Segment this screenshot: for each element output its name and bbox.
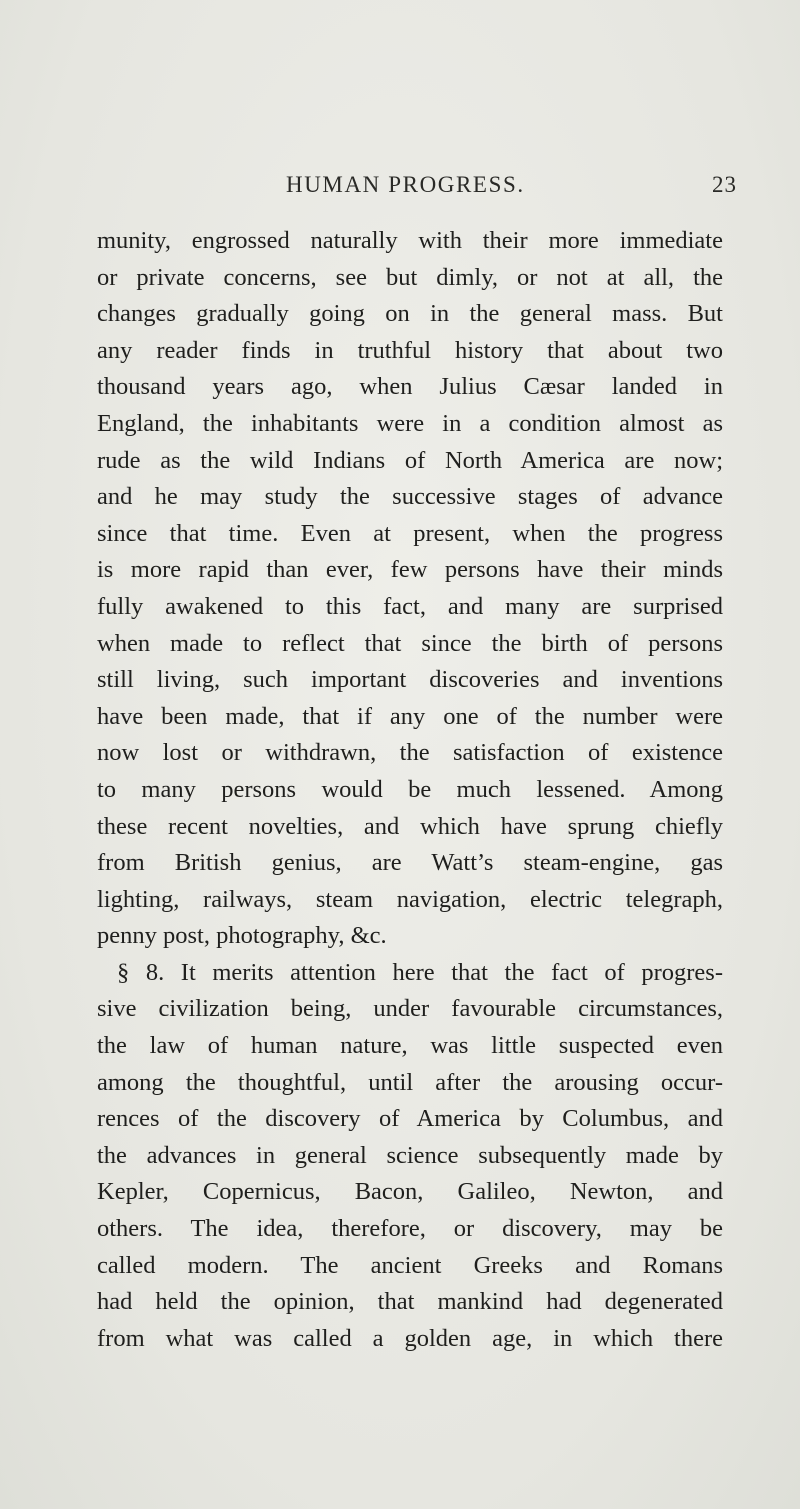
text-line: had held the opinion, that mankind had degenerated <box>97 1288 723 1316</box>
text-line: is more rapid than ever, few persons have their minds <box>97 556 723 584</box>
text-line: since that time. Even at present, when the progress <box>97 519 723 547</box>
text-line: fully awakened to this fact, and many are surprised <box>97 592 723 620</box>
text-line: changes gradually going on in the general mass. But <box>97 300 723 328</box>
text-line: others. The idea, therefore, or discovery, may be <box>97 1215 723 1243</box>
text-line: sive civilization being, under favourable circumstances, <box>97 995 723 1023</box>
text-line: and he may study the successive stages of advance <box>97 483 723 511</box>
text-line: the law of human nature, was little suspected even <box>97 1032 723 1060</box>
text-line: rences of the discovery of America by Columbus, and <box>97 1105 723 1133</box>
text-line: Kepler, Copernicus, Bacon, Galileo, Newton, and <box>97 1178 723 1206</box>
text-line: now lost or withdrawn, the satisfaction of existence <box>97 739 723 767</box>
text-line: among the thoughtful, until after the arousing occur- <box>97 1068 723 1096</box>
text-line: lighting, railways, steam navigation, electric telegraph, <box>97 885 723 913</box>
text-line: called modern. The ancient Greeks and Romans <box>97 1251 723 1279</box>
text-line: from British genius, are Watt’s steam-engine, gas <box>97 849 723 877</box>
text-line: or private concerns, see but dimly, or not at all, the <box>97 263 723 291</box>
text-line: munity, engrossed naturally with their more immediate <box>97 227 723 254</box>
text-line: any reader finds in truthful history that about two <box>97 336 723 364</box>
paragraph-end-line: penny post, photography, &c. <box>97 922 387 950</box>
page-number: 23 <box>712 172 737 197</box>
text-line: thousand years ago, when Julius Cæsar landed in <box>97 373 723 401</box>
text-line: these recent novelties, and which have sprung chiefly <box>97 812 723 840</box>
text-line: rude as the wild Indians of North America are now; <box>97 446 723 474</box>
text-line: England, the inhabitants were in a condition almost as <box>97 409 723 437</box>
text-line: the advances in general science subsequently made by <box>97 1141 723 1169</box>
text-line: when made to reflect that since the birth of persons <box>97 629 723 657</box>
running-head <box>0 172 800 204</box>
text-line: to many persons would be much lessened. Among <box>97 775 723 803</box>
text-line: from what was called a golden age, in which there <box>97 1324 723 1352</box>
body-text <box>97 223 723 1357</box>
text-line: have been made, that if any one of the number were <box>97 702 723 730</box>
section-start-line: § 8. It merits attention here that the fact of progres- <box>117 958 723 986</box>
running-title: HUMAN PROGRESS. <box>286 172 525 197</box>
text-line: still living, such important discoveries and inventions <box>97 666 723 694</box>
